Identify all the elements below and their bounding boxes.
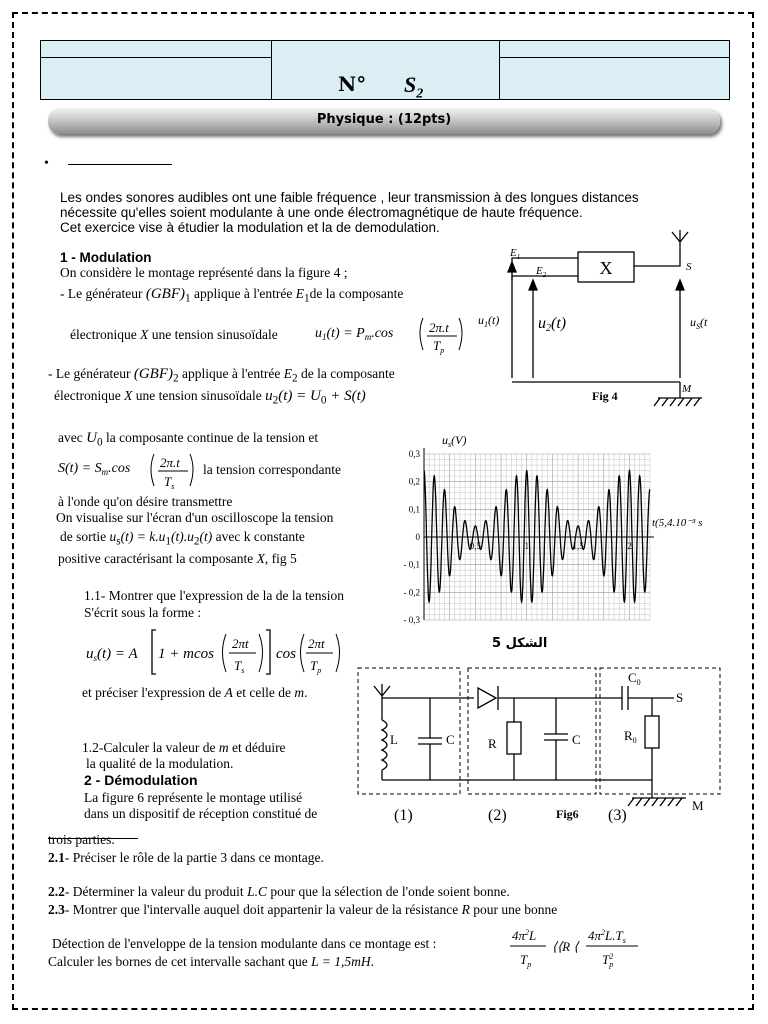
s1-line10: de sortie $u_s(t) = k.u_1(t).u_2(t)$ avec k constante: [60, 529, 305, 548]
svg-text:us(t) = A: $u_s(t) = A$: [86, 646, 138, 663]
svg-text:2πt: 2πt: [232, 636, 249, 651]
banner-title: Physique : (12pts): [316, 112, 452, 127]
svg-text:cos: cos: [276, 646, 296, 662]
y-tick-label: 0,2: [408, 476, 420, 487]
svg-text:1 + mcos: 1 + mcos: [158, 646, 214, 662]
q11-line2: S'écrit sous la forme :: [84, 605, 202, 620]
label-C0: $C_0$: [628, 670, 641, 687]
label-E2: $E_2$: [536, 265, 547, 279]
y-tick-label: 0: [415, 532, 420, 542]
q12-line1: 1.2-Calculer la valeur de m et déduire: [82, 740, 286, 755]
s1-line6: avec $U_0$ la composante continue de la tension et: [58, 430, 319, 449]
s2-line3: trois parties.: [48, 832, 115, 847]
svg-text:Tp: $T_p$: [310, 658, 322, 675]
part-label-2: (2): [488, 807, 507, 824]
part-1-box: [358, 668, 460, 794]
label-R: R: [488, 736, 497, 751]
s1-line7: la tension correspondante: [203, 462, 341, 477]
s2-line2: dans un dispositif de réception constitué de: [84, 806, 318, 821]
subject-banner: [48, 108, 720, 134]
svg-text:Tp: $T_p$: [520, 952, 532, 969]
label-L: L: [390, 732, 398, 747]
series-label: $S_2$: [404, 72, 424, 102]
svg-text:4π2L: $4\pi^2L$: [512, 928, 537, 943]
label-us: $u_S(t$: [690, 315, 708, 331]
y-tick-label: 0,1: [408, 504, 420, 515]
figure-5-oscillogram: [398, 430, 738, 630]
equation-interval: [506, 922, 646, 972]
equation-S: [58, 448, 203, 492]
s2-line1: La figure 6 représente le montage utilisé: [84, 790, 303, 805]
multiplier-label: X: [599, 258, 613, 278]
s1-line11: positive caractérisant la composante X, fig 5: [58, 551, 297, 566]
chart-ylabel: $u_s(V)$: [442, 433, 467, 449]
svg-text:2π.t: 2π.t: [160, 455, 180, 470]
svg-text:2πt: 2πt: [308, 636, 325, 651]
header-cell-center: [271, 40, 500, 100]
svg-text:Tp: $T_p$: [433, 338, 445, 355]
svg-text:u1(t) = Pm.cos: $u_1(t) = P_m.\cos$: [315, 326, 394, 342]
label-C1: C: [446, 732, 455, 747]
s1-line8: à l'onde qu'on désire transmettre: [58, 494, 233, 509]
label-R0: $R_0$: [624, 728, 637, 745]
equation-u1: [315, 310, 465, 356]
svg-text:T2p: $T^2$ p: [602, 952, 614, 969]
equation-us: [86, 624, 346, 680]
s2-rule: [48, 838, 138, 839]
q11-line3: et préciser l'expression de A et celle de m.: [82, 685, 308, 700]
header-cell: [499, 57, 730, 100]
q23: 2.3- Montrer que l'intervalle auquel doit appartenir la valeur de la résistance R pour une bonne: [48, 902, 558, 917]
section2-title: 2 - Démodulation: [84, 772, 198, 788]
header-cell: [40, 57, 272, 100]
s1-line4: - Le générateur $(GBF)_2$ applique à l'entrée $E_2$ de la composante: [48, 366, 395, 385]
x-tick-label: 0,5: [469, 541, 481, 551]
s1-line2: - Le générateur $(GBF)_1$ applique à l'entrée $E_1de$ la composante: [60, 286, 404, 305]
label-u2: u2(t): [538, 315, 567, 334]
intro-line3: Cet exercice vise à étudier la modulation et la de demodulation.: [60, 220, 440, 235]
y-tick-label: - 0,1: [403, 559, 420, 570]
svg-text:Ts: $T_s$: [164, 474, 175, 491]
chart-xlabel: t(5,4.10⁻³ s: [652, 517, 703, 529]
q11-line1: 1.1- Montrer que l'expression de la de la tension: [84, 588, 344, 603]
label-S6: S: [676, 690, 684, 705]
label-u1: $u_1(t)$: [478, 313, 500, 329]
label-C2: C: [572, 732, 581, 747]
fig6-caption: Fig6: [556, 807, 579, 821]
x-tick-label: 1: [524, 541, 529, 551]
svg-text:S(t) = Sm.cos: $S(t) = S_m.\cos$: [58, 461, 131, 477]
bullet-underline: [68, 164, 172, 165]
fig5-caption: الشكل 5: [492, 636, 548, 651]
s2-line5: Calculer les bornes de cet intervalle sachant que L = 1,5mH.: [48, 954, 375, 969]
figure-4-circuit: [478, 228, 728, 428]
label-M: M: [682, 383, 692, 395]
s1-line3: électronique X une tension sinusoïdale: [70, 327, 278, 342]
x-tick-label: 2: [627, 541, 632, 551]
svg-text:4π2L.Ts: $4\pi^2L.T_s$: [588, 928, 626, 945]
y-tick-label: 0,3: [408, 449, 420, 459]
number-label: N°: [338, 72, 367, 96]
label-S: S: [686, 261, 692, 273]
s1-line9: On visualise sur l'écran d'un oscilloscope la tension: [56, 510, 334, 525]
part-3-box: [600, 668, 720, 794]
figure-6-circuit: [356, 662, 736, 828]
header-cell: [499, 40, 730, 58]
intro-line1: Les ondes sonores audibles ont une faible fréquence , leur transmission à des longues distances: [60, 190, 639, 205]
header-cell: [40, 40, 272, 58]
bullet: •: [44, 156, 49, 171]
fig4-caption: Fig 4: [592, 389, 618, 403]
y-tick-label: - 0,3: [403, 615, 420, 625]
x-tick-label: 1,5: [572, 541, 584, 551]
y-tick-label: - 0,2: [403, 587, 420, 598]
svg-text:Ts: $T_s$: [234, 658, 245, 675]
q21: 2.1- Préciser le rôle de la partie 3 dans ce montage.: [48, 850, 324, 865]
part-label-1: (1): [394, 807, 413, 824]
part-label-3: (3): [608, 807, 627, 824]
s2-line4: Détection de l'enveloppe de la tension modulante dans ce montage est :: [52, 936, 437, 951]
s1-line1: On considère le montage représenté dans la figure 4 ;: [60, 265, 348, 280]
s1-line5: électronique X une tension sinusoïdale $u_2(t) = U_0 + S(t)$: [54, 388, 366, 407]
intro-line2: nécessite qu'elles soient modulante à une onde électromagnétique de haute fréquence.: [60, 205, 583, 220]
label-M6: M: [692, 798, 704, 813]
header-table: [40, 40, 730, 100]
q22: 2.2- Déterminer la valeur du produit L.C pour que la sélection de l'onde soient bonne.: [48, 884, 510, 899]
svg-text:2π.t: 2π.t: [429, 320, 449, 335]
part-2-box: [468, 668, 596, 794]
q12-line2: la qualité de la modulation.: [86, 756, 234, 771]
section1-title: 1 - Modulation: [60, 250, 152, 265]
svg-text:⟨⟨R ⟨: ⟨⟨R ⟨: [552, 939, 579, 954]
label-E1: $E_1$: [510, 247, 521, 261]
